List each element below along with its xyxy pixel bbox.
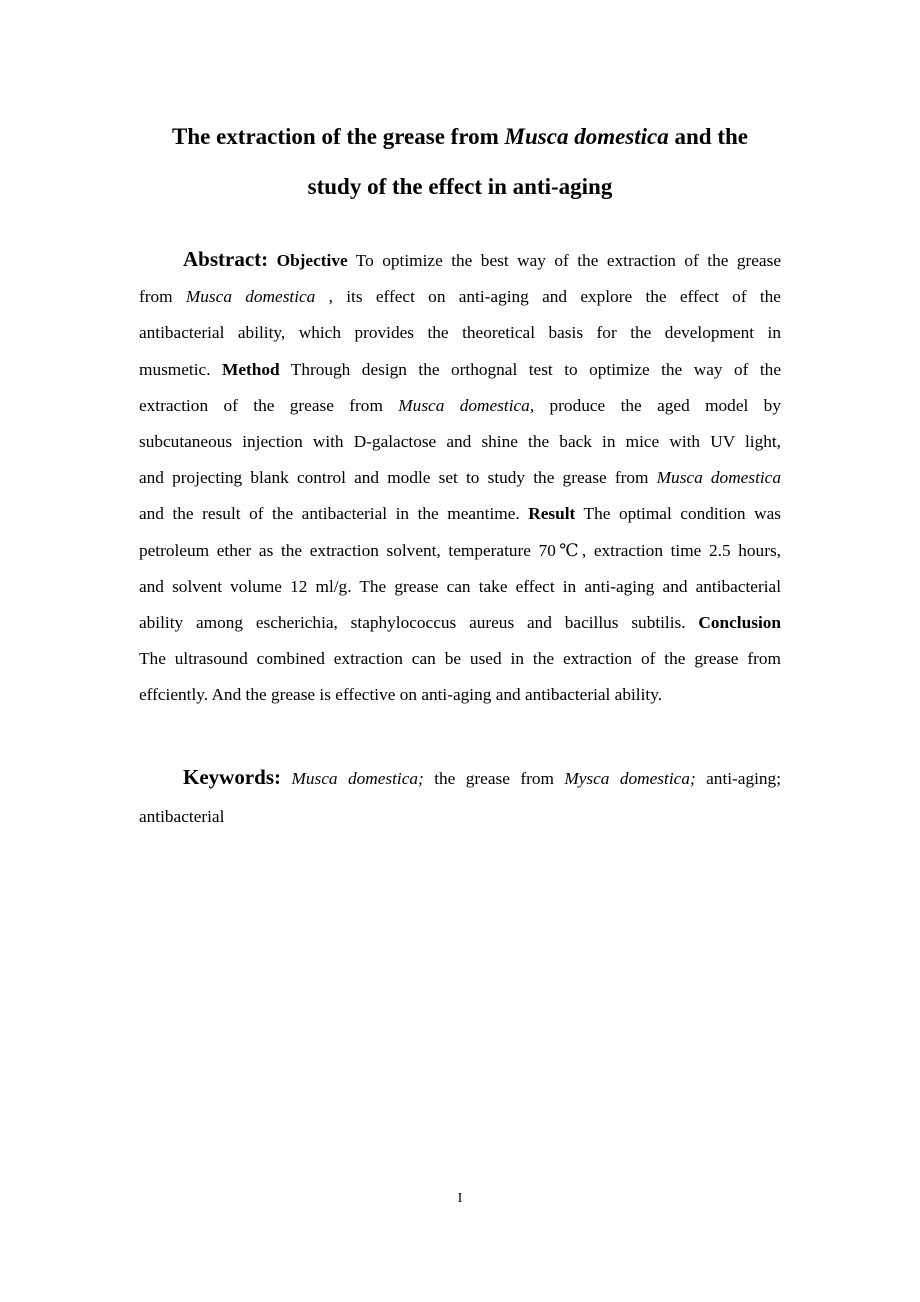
body-text: petroleum ether as the extraction solvent, temperature 70℃, extraction time 2.5 hours, xyxy=(139,540,781,560)
body-text: extraction of the grease from xyxy=(139,395,399,415)
species-name: Musca domestica; xyxy=(291,769,424,788)
keywords-heading: Keywords: xyxy=(183,765,281,789)
body-text: its effect on anti-aging and explore the effect of the xyxy=(332,287,781,307)
body-text: musmetic. xyxy=(139,359,223,379)
body-text: To optimize the best way of the extraction of the grease xyxy=(347,251,781,270)
body-text: antibacterial ability, which provides the theoretical basis for the development in xyxy=(139,323,781,343)
section-label: Result xyxy=(528,504,576,524)
abstract-line xyxy=(139,569,781,605)
body-text: anti-aging; xyxy=(695,769,781,788)
title-text: and the xyxy=(668,124,748,149)
abstract-line xyxy=(139,533,781,569)
body-text: antibacterial xyxy=(139,807,225,826)
section-label: Conclusion xyxy=(698,613,781,633)
body-text: effciently. And the grease is effective on anti-aging and antibacterial ability. xyxy=(139,685,663,705)
body-text: Through design the orthognal test to optimize the way of the xyxy=(279,359,781,379)
abstract-line xyxy=(139,460,781,496)
body-text: and the result of the antibacterial in the meantime. xyxy=(139,504,529,524)
body-text: the grease from xyxy=(423,769,565,788)
abstract-line xyxy=(139,677,781,713)
abstract-heading: Abstract: xyxy=(183,247,269,271)
keywords-line xyxy=(139,758,781,798)
body-text: and solvent volume 12 ml/g. The grease can take effect in anti-aging and antibacterial xyxy=(139,576,781,596)
abstract-line xyxy=(139,641,781,677)
section-label: Method xyxy=(222,359,280,379)
abstract-line xyxy=(139,241,781,279)
title-line-2: study of the effect in anti-aging xyxy=(307,174,613,199)
keywords-section xyxy=(139,758,781,836)
species-name: Musca domestica , xyxy=(185,287,333,307)
abstract-line xyxy=(139,605,781,641)
title-species-name: Musca domestica xyxy=(504,124,669,149)
body-text: ability among escherichia, staphylococcus aureus and bacillus subtilis. xyxy=(139,613,699,633)
species-name: Mysca domestica; xyxy=(564,769,696,788)
species-name: Musca domestica xyxy=(656,468,781,488)
page-number: I xyxy=(457,1191,463,1206)
body-text: and projecting blank control and modle set to study the grease from xyxy=(139,468,657,488)
body-text: The ultrasound combined extraction can be used in the extraction of the grease from xyxy=(139,649,781,669)
abstract-section xyxy=(139,241,781,714)
abstract-line xyxy=(139,315,781,351)
keywords-line xyxy=(139,798,781,836)
abstract-line xyxy=(139,424,781,460)
section-label: Objective xyxy=(276,251,348,270)
abstract-line xyxy=(139,496,781,532)
body-text: The optimal condition was xyxy=(575,504,781,524)
body-text: from xyxy=(139,287,186,307)
title-line-1 xyxy=(110,112,810,162)
abstract-line xyxy=(139,352,781,388)
title-text: The extraction of the grease from xyxy=(171,124,505,149)
paper-title xyxy=(110,112,810,212)
species-name: Musca domestica, xyxy=(398,395,535,415)
abstract-line xyxy=(139,388,781,424)
body-text: produce the aged model by xyxy=(534,395,781,415)
body-text: subcutaneous injection with D-galactose and shine the back in mice with UV light, xyxy=(139,432,781,452)
abstract-line xyxy=(139,279,781,315)
